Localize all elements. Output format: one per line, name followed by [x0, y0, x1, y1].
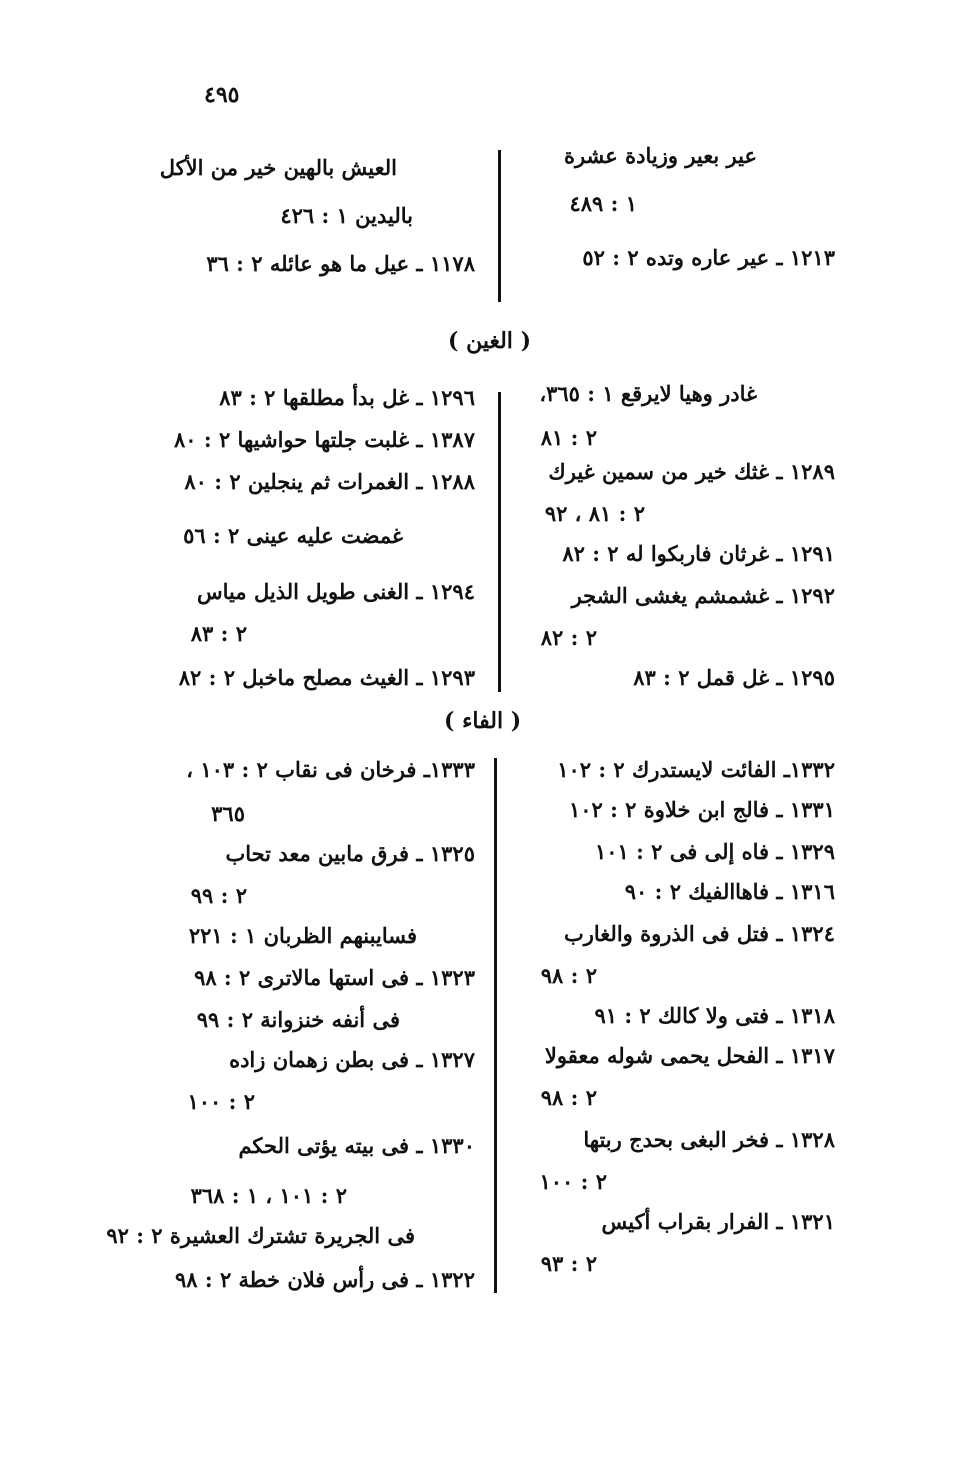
section-heading-fa: ( الفاء ): [444, 708, 522, 734]
s3-left-line: فى أنفه خنزوانة ٢ : ٩٩: [196, 1007, 400, 1032]
s3-right-line: ٢ : ٩٨: [540, 1085, 597, 1110]
s3-right-line: ١٣٢١ ـ الفرار بقراب أكيس: [601, 1209, 835, 1234]
s3-left-line: ٢ : ٩٩: [190, 883, 247, 908]
s3-left-line: ١٣٣٣ـ فرخان فى نقاب ٢ : ١٠٣ ،: [186, 757, 475, 782]
s3-left-line: ١٣٢٣ ـ فى استها مالاترى ٢ : ٩٨: [194, 965, 475, 990]
s2-left-line: غمضت عليه عينى ٢ : ٥٦: [183, 523, 403, 548]
s3-left-line: ٣٦٥: [211, 801, 245, 826]
section-heading-ghain: ( الغين ): [448, 328, 531, 354]
s2-left-line: ٢ : ٨٣: [190, 621, 247, 646]
s2-left-line: ١٢٩٤ ـ الغنى طويل الذيل مياس: [197, 579, 475, 604]
s2-left-line: ١٢٨٨ ـ الغمرات ثم ينجلين ٢ : ٨٠: [184, 469, 475, 494]
s2-right-line: غادر وهيا لايرقع ١ : ٣٦٥،: [539, 381, 757, 406]
s1-right-line: عير بعير وزيادة عشرة: [563, 143, 757, 168]
s3-right-line: ١٣١٨ ـ فتى ولا كالك ٢ : ٩١: [594, 1003, 835, 1028]
s2-right-line: ١٢٩٢ ـ غشمشم يغشى الشجر: [571, 583, 835, 608]
s3-left-line: فسايبنهم الظربان ١ : ٢٢١: [188, 923, 417, 948]
s3-left-line: ٢ : ١٠١ ، ١ : ٣٦٨: [190, 1183, 347, 1208]
s3-right-line: ١٣٢٨ ـ فخر البغى بحدج ربتها: [583, 1127, 835, 1152]
s3-right-line: ١٣٣١ ـ فالج ابن خلاوة ٢ : ١٠٢: [568, 797, 835, 822]
s2-right-line: ١٢٩٥ ـ غل قمل ٢ : ٨٣: [633, 665, 835, 690]
s3-left-line: ١٣٢٢ ـ فى رأس فلان خطة ٢ : ٩٨: [175, 1267, 475, 1292]
s1-left-line: العيش بالهين خير من الأكل: [159, 155, 397, 180]
s3-right-line: ٢ : ١٠٠: [539, 1169, 607, 1194]
s1-right-line: ١٢١٣ ـ عير عاره وتده ٢ : ٥٢: [582, 245, 835, 270]
s3-left-line: ٢ : ١٠٠: [187, 1089, 255, 1114]
s2-left-line: ١٢٩٣ ـ الغيث مصلح ماخبل ٢ : ٨٢: [178, 665, 475, 690]
s2-right-line: ١٢٩١ ـ غرثان فاربكوا له ٢ : ٨٢: [562, 541, 835, 566]
s2-left-line: ١٢٩٦ ـ غل بدأ مطلقها ٢ : ٨٣: [219, 385, 475, 410]
s3-right-line: ١٣٢٤ ـ فتل فى الذروة والغارب: [563, 921, 835, 946]
s2-left-line: ١٣٨٧ ـ غلبت جلتها حواشيها ٢ : ٨٠: [174, 427, 475, 452]
s3-right-line: ١٣٢٩ ـ فاه إلى فى ٢ : ١٠١: [594, 839, 835, 864]
s2-right-line: ٢ : ٨١: [540, 425, 597, 450]
s3-right-line: ١٣١٧ ـ الفحل يحمى شوله معقولا: [544, 1043, 835, 1068]
page-number: ٤٩٥: [204, 82, 240, 108]
section-3-rule: [494, 758, 497, 1293]
s3-left-line: ١٣٢٥ ـ فرق مابين معد تحاب: [225, 841, 475, 866]
s1-left-line: باليدين ١ : ٤٢٦: [280, 203, 413, 228]
s1-right-line: ١ : ٤٨٩: [569, 191, 637, 216]
s2-right-line: ٢ : ٨٢: [540, 625, 597, 650]
s3-right-line: ١٣٣٢ـ الفائت لايستدرك ٢ : ١٠٢: [557, 757, 835, 782]
s2-right-line: ٢ : ٨١ ، ٩٢: [544, 501, 645, 526]
s3-left-line: ١٣٢٧ ـ فى بطن زهمان زاده: [229, 1047, 475, 1072]
s3-right-line: ٢ : ٩٣: [540, 1251, 597, 1276]
section-2-rule: [498, 392, 501, 692]
s1-left-line: ١١٧٨ ـ عيل ما هو عائله ٢ : ٣٦: [206, 251, 475, 276]
s3-left-line: فى الجريرة تشترك العشيرة ٢ : ٩٢: [106, 1223, 415, 1248]
s3-right-line: ٢ : ٩٨: [540, 963, 597, 988]
s3-left-line: ١٣٣٠ ـ فى بيته يؤتى الحكم: [238, 1133, 475, 1158]
s2-right-line: ١٢٨٩ ـ غثك خير من سمين غيرك: [548, 459, 835, 484]
section-1-rule: [498, 150, 501, 302]
s3-right-line: ١٣١٦ ـ فاهاالفيك ٢ : ٩٠: [624, 879, 835, 904]
